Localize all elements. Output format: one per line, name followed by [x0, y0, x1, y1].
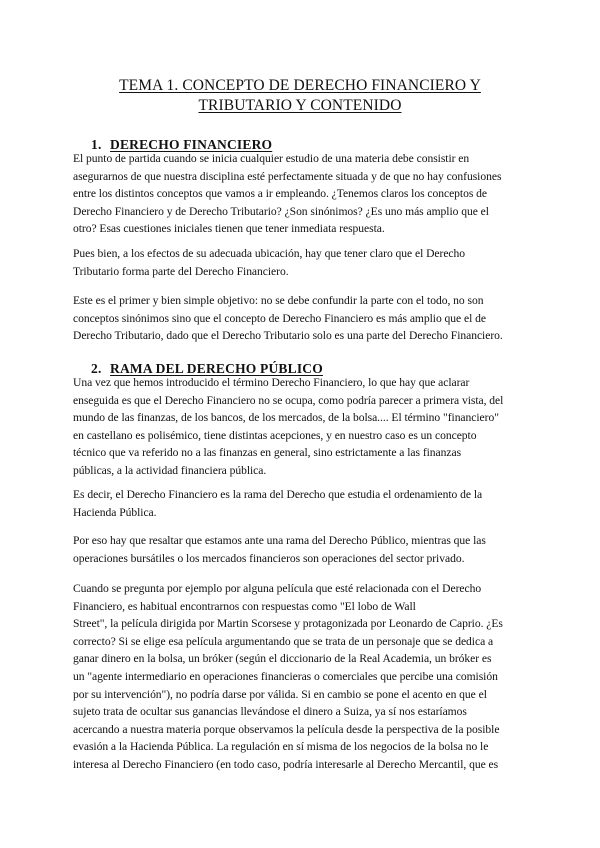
text-line: enseguida es que el Derecho Financiero no se ocupa, como podría parecer a primera vista, del [73, 393, 504, 407]
text-line: Una vez que hemos introducido el término Derecho Financiero, lo que hay que aclarar [73, 376, 470, 389]
text-line: Derecho Financiero y de Derecho Tributario? ¿Son sinónimos? ¿Es uno más amplio que el [73, 204, 489, 218]
paragraph [73, 580, 525, 774]
text-line: Derecho Tributario, dado que el Derecho Tributario solo es una parte del Derecho Financiero. [73, 329, 503, 343]
document-title [70, 76, 530, 116]
section-number: 1. [91, 137, 102, 152]
text-line: acercando a nuestra materia porque observamos la película desde la perspectiva de la posible [73, 722, 500, 736]
text-line: evasión a la Hacienda Pública. La regulación en sí misma de los negocios de la bolsa no le [73, 740, 489, 754]
text-line: Financiero, es habitual encontrarnos con respuestas como "El lobo de Wall [73, 599, 416, 613]
text-line: un "agente intermediario en operaciones financieras o comerciales que percibe una comisión [73, 669, 498, 683]
paragraph [73, 150, 525, 238]
text-line: Este es el primer y bien simple objetivo: no se debe confundir la parte con el todo, no son [73, 294, 484, 307]
text-line: asegurarnos de que nuestra disciplina esté perfectamente situada y de que no hay confusiones [73, 169, 502, 183]
paragraph [73, 292, 525, 345]
text-line: Pues bien, a los efectos de su adecuada ubicación, hay que tener claro que el Derecho [73, 247, 466, 260]
paragraph [73, 374, 525, 480]
text-line: interesa al Derecho Financiero (en todo caso, podría interesarle al Derecho Mercantil, que es [73, 757, 499, 771]
text-line: sujeto trata de ocultar sus ganancias llevándose el dinero a Suiza, ya sí nos estaríamos [73, 705, 467, 719]
paragraph [73, 245, 525, 280]
section-number: 2. [91, 361, 102, 376]
text-line: conceptos sinónimos sino que el concepto de Derecho Financiero es más amplio que el de [73, 311, 486, 325]
text-line: entre los distintos conceptos que vamos a ir empleando. ¿Tenemos claros los conceptos de [73, 187, 487, 201]
text-line: El punto de partida cuando se inicia cualquier estudio de una materia debe consistir en [73, 152, 470, 165]
text-line: Es decir, el Derecho Financiero es la rama del Derecho que estudia el ordenamiento de la [73, 488, 483, 501]
text-line: mundo de las finanzas, de los bancos, de los mercados, de la bolsa.... El término "financiero" [73, 411, 499, 425]
text-line: Por eso hay que resaltar que estamos ante una rama del Derecho Público, mientras que las [73, 534, 486, 547]
text-line: correcto? Si se elige esa película argumentando que se trata de un personaje que se dedica a [73, 634, 494, 648]
text-line: técnico que va referido no a las finanzas en general, sino estrictamente a las finanzas [73, 446, 462, 460]
text-line: Hacienda Pública. [73, 505, 157, 519]
text-line: Street", la película dirigida por Martin Scorsese y protagonizada por Leonardo de Caprio. ¿Es [73, 617, 503, 631]
text-line: públicas, a la actividad financiera pública. [73, 463, 267, 477]
paragraph [73, 532, 525, 567]
title-line: TEMA 1. CONCEPTO DE DERECHO FINANCIERO Y [119, 77, 481, 94]
text-line: Cuando se pregunta por ejemplo por alguna película que esté relacionada con el Derecho [73, 582, 482, 595]
text-line: en castellano es polisémico, tiene distintas acepciones, y en nuestro caso es un concepto [73, 428, 477, 442]
title-line: TRIBUTARIO Y CONTENIDO [198, 97, 402, 114]
section-heading-text: RAMA DEL DERECHO PÚBLICO [110, 361, 323, 376]
text-line: Tributario forma parte del Derecho Financiero. [73, 264, 289, 278]
text-line: por su intervención"), no podría darse por válida. Si en cambio se pone el acento en que el [73, 687, 487, 701]
text-line: ganar dinero en la bolsa, un bróker (según el diccionario de la Real Academia, un bróker es [73, 652, 492, 666]
section-heading-text: DERECHO FINANCIERO [110, 137, 273, 152]
text-line: operaciones bursátiles o los mercados financieros son operaciones del sector privado. [73, 551, 465, 565]
text-line: otro? Esas cuestiones iniciales tienen que tener inmediata respuesta. [73, 222, 385, 236]
paragraph [73, 486, 525, 521]
